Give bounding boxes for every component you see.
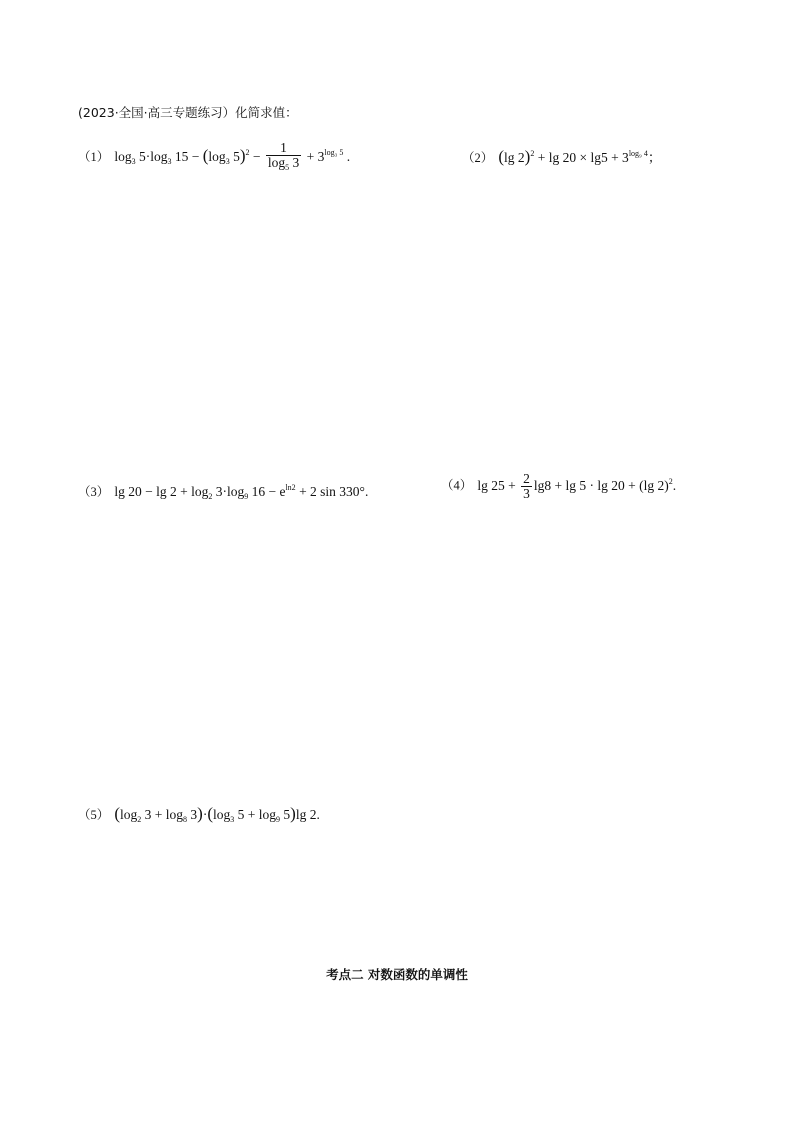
problem-4-label: （4）	[441, 478, 473, 493]
problem-4	[441, 472, 676, 501]
problem-4-fraction: $\frac{2}{3}$	[523, 471, 530, 501]
problem-3-label: （3）	[78, 485, 110, 499]
problem-1	[78, 141, 350, 175]
problem-3	[78, 481, 368, 501]
problem-5-label: （5）	[78, 808, 110, 822]
problem-4-expression: lg 25 + $\frac{2}{3}$ lg8 + lg 5 · lg 20 + (lg 2)$^2$.	[477, 471, 677, 501]
section-title: 考点二 对数函数的单调性	[326, 967, 468, 982]
problem-5-expression: ($\log_2$ $3 + \log_8 3)\cdot(\log_3$ $5 + \log_9 5)\lg$ 2.	[114, 804, 320, 824]
problem-3-expression: $\lg 20 - \lg 2 + \log_2 3\cdot\log_9$ $16 - e^{ln2} + 2$ sin 330°.	[114, 483, 369, 501]
problem-2-label: （2）	[462, 151, 494, 165]
problem-5	[78, 804, 320, 824]
problem-2	[462, 147, 661, 166]
problem-2-expression: (lg $2)^2 + \lg 20 \times \lg 5 + 3^{log_9 4}$；	[498, 147, 662, 166]
problem-1-fraction: $\frac{1}{\log_5 3}$	[266, 141, 301, 175]
intro-text: (2023·全国·高三专题练习）化简求值：	[78, 105, 298, 120]
problem-1-label: （1）	[78, 150, 110, 165]
problem-1-expression: $\log_3 5\cdot\log_3$ $15 - (\log_3$ 5)$^2$ − $\frac{1}{\log_5 3}$ + $3^{log_3 5}$ .	[114, 149, 350, 164]
